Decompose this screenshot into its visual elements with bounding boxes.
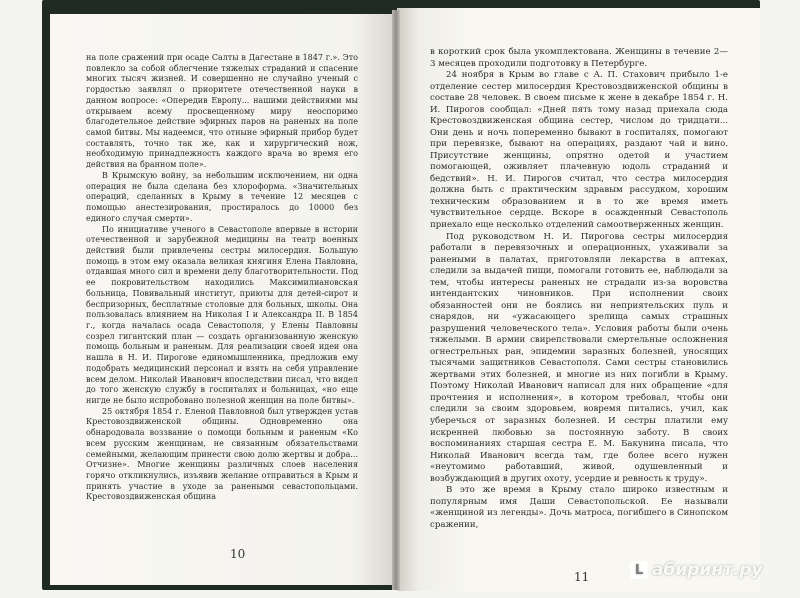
paragraph: на поле сражений при осаде Салты в Дагестане в 1847 г.». Это повлекло за собой облегчение тяжелых страданий и спасение многих тысяч жизней. И совершенно не случайно ученый с гордостью заявлял о приоритете отечественной науки в данном вопросе: «Опередив Европу... нашими действиями мы открываем всему просвещенному миру неоспоримо благодетельное действие эфирных паров на раненых на поле самой битвы. Мы надеемся, что отныне эфирный прибор будет составлять, точно так же, как и хирургический нож, необходимую принадлежность каждого врача во время его действия на бранном поле». bbox=[86, 53, 358, 170]
page-number: 11 bbox=[574, 570, 590, 584]
paragraph: 25 октября 1854 г. Еленой Павловной был утвержден устав Крестовоздвиженской общины. Одновременно она обнародовала воззвание о помощи больным и раненым «Ко всем русским женщинам, не связанным обязательствами семейными, желающим принести свою долю жертвы и добра... Отчизне». Многие женщины различных слоев населения горячо откликнулись, изъявив желание отправиться в Крым и принять участие в уходе за ранеными севастопольцами. Крестовоздвиженская община bbox=[86, 406, 358, 502]
right-page bbox=[397, 8, 760, 591]
left-page-text bbox=[86, 53, 358, 503]
paragraph: По инициативе ученого в Севастополе впервые в истории отечественной и зарубежной медицины на театр военных действий были привлечены сестры милосердия. Большую помощь в этом ему оказала великая княгиня Елена Павловна, отдавшая много сил и времени делу благотворительности. Под ее покровительством находились Максимилиановская больница, Повивальный институт, приюты для детей-сирот и беспризорных, бесплатные столовые для больных, школы. Она пользовалась влиянием на Николая I и Александра II. В 1854 г., когда началась осада Севастополя, у Елены Павловны созрел гигантский план — создать организованную женскую помощь больным и раненым. Для реализации своей идеи она нашла в Н. И. Пирогове единомышленника, предложив ему подобрать медицинский персонал и взять на себя управление всем делом. Николай Иванович впоследствии писал, что видел до того женскую службу в госпиталях и больницах, «но еще нигде не было испробовано полезной женщин на поле битвы». bbox=[86, 224, 358, 405]
labyrinth-logo-icon: L bbox=[630, 561, 648, 579]
page-number: 10 bbox=[230, 547, 246, 561]
watermark-text: абиринт.ру bbox=[652, 560, 763, 580]
paragraph: 24 ноября в Крым во главе с А. П. Стахович прибыло 1-е отделение сестер милосердия Крестовоздвиженской общины в составе 28 человек. В своем письме к жене в декабре 1854 г. Н. И. Пирогов сообщал: «Дней пять тому назад приехала сюда Крестовоздвиженская община сестер, числом до тридцати... Они день и ночь попеременно бывают в госпиталях, помогают при перевязке, бывают на операциях, раздают чай и вино. Присутствие женщины, опрятно одетой и участием помогающей, оживляет плачевную юдоль страданий и бедствий». Н. И. Пирогов считал, что сестра милосердия должна быть с практическим здравым рассудком, хорошим техническим образованием и в то же время иметь чувствительное сердце. Вскоре в осажденный Севастополь приехало еще несколько отделений самоотверженных женщин. bbox=[430, 70, 728, 230]
paragraph: в короткий срок была укомплектована. Женщины в течение 2—3 месяцев проходили подготовку в Петербурге. bbox=[430, 47, 728, 69]
right-page-text bbox=[430, 47, 728, 531]
book-gutter bbox=[392, 10, 400, 590]
watermark-logo bbox=[630, 560, 763, 580]
paragraph: В Крымскую войну, за небольшим исключением, ни одна операция не была сделана без хлороформа. «Значительных операций, сделанных в Крыму в течение 12 месяцев с помощью анестезирования, простиралось до 10000 без единого случая смерти». bbox=[86, 170, 358, 223]
paragraph: В это же время в Крыму стало широко известным и популярным имя Даши Севастопольской. Ее называли «женщиной из легенды». Дочь матроса, погибшего в Синопском сражении, bbox=[430, 485, 728, 530]
paragraph: Под руководством Н. И. Пирогова сестры милосердия работали в перевязочных и операционных, ухаживали за ранеными в палатах, приготовляли лекарства в аптеках, следили за выдачей пищи, помогали готовить ее, наблюдали за тем, чтобы интересы раненых не страдали из-за воровства интендантских чиновников. При исполнении своих обязанностей они не боялись ни неприятельских пуль и снарядов, ни «ужасающего зрелища самых страшных разрушений человеческого тела». Условия работы были очень тяжелыми. В армии свирепствовали смертельные осложнения огнестрельных ран, эпидемии заразных болезней, уносящих тысячами защитников Севастополя. Сами сестры становились жертвами этих болезней, и многие из них погибли в Крыму. Поэтому Николай Иванович написал для них обращение «для прочтения и исполнения», в котором требовал, чтобы они следили за своим здоровьем, вовремя питались, учил, как уберечься от заразных болезней. И сестры платили ему искренней любовью за постоянную заботу. В своих воспоминаниях старшая сестра Е. М. Бакунина писала, что Николай Иванович всегда там, где более всего нужен «неутомимо работавший, живой, одушевленный и возбуждающий в других охоту, усердие и ревность к труду». bbox=[430, 231, 728, 484]
left-page bbox=[50, 14, 395, 585]
